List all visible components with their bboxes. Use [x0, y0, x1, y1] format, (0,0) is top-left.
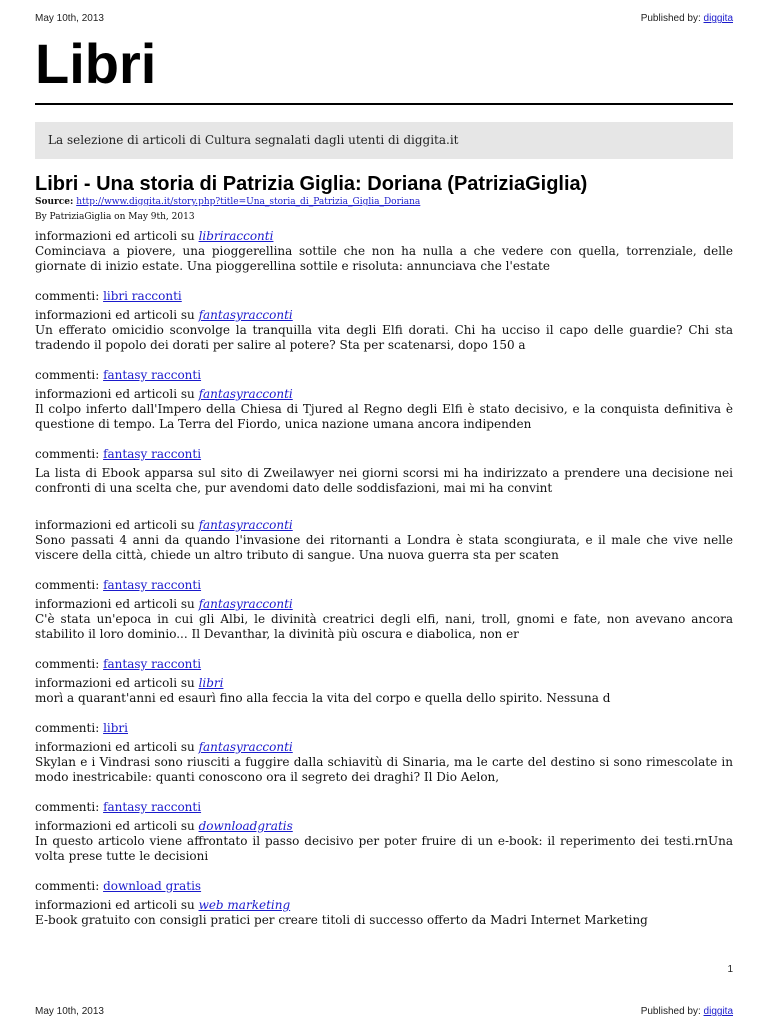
entry-comments-label: commenti: — [35, 879, 104, 893]
entry-excerpt: Sono passati 4 anni da quando l'invasione dei ritornanti a Londra è stata scongiurata, e il male che vive nelle viscere della città, chiede un altro tributo di sangue. Una nuova guerra sta per scaten — [35, 533, 733, 562]
entry-comments-link[interactable]: libri — [103, 721, 128, 735]
entry-block — [35, 229, 733, 304]
entry-tag-link[interactable]: fantasyracconti — [198, 308, 293, 322]
entry-info-line — [35, 819, 733, 834]
entry-comments-link[interactable]: download gratis — [103, 879, 202, 893]
entry-comments-label: commenti: — [35, 368, 104, 382]
page-header — [35, 13, 733, 24]
entry-info-line — [35, 308, 733, 323]
entry-excerpt: Skylan e i Vindrasi sono riusciti a fuggire dalla schiavitù di Sinaria, ma le carte del destino si sono rimescolate in modo inestricabile: quanti conoscono ora il segreto dei draghi? Il Dio Aelon, — [35, 755, 733, 784]
title-divider — [35, 103, 733, 105]
entry-comments-line — [35, 578, 733, 593]
entry-comments-link[interactable]: fantasy racconti — [103, 368, 202, 382]
entry-comments-label: commenti: — [35, 578, 104, 592]
entry-excerpt: E-book gratuito con consigli pratici per creare titoli di successo offerto da Madri Internet Marketing — [35, 913, 648, 927]
entry-info-line — [35, 898, 733, 913]
entry-tag-link[interactable]: web marketing — [198, 898, 291, 912]
entry-tag-link[interactable]: fantasyracconti — [198, 597, 293, 611]
entry-tag-link[interactable]: libriracconti — [198, 229, 274, 243]
entry-info-prefix: informazioni ed articoli su — [35, 819, 199, 833]
entry-comments-label: commenti: — [35, 289, 104, 303]
entry-comments-line — [35, 800, 733, 815]
entry-info-line — [35, 676, 733, 691]
entry-info-prefix: informazioni ed articoli su — [35, 518, 199, 532]
site-title: Libri — [35, 32, 157, 95]
entry-info-line — [35, 229, 733, 244]
entry-comments-line — [35, 879, 733, 894]
entry-block — [35, 387, 733, 462]
entry-excerpt: morì a quarant'anni ed esaurì fino alla feccia la vita del corpo e quella dello spirito. Nessuna d — [35, 691, 611, 705]
entry-excerpt: In questo articolo viene affrontato il passo decisivo per poter fruire di un e-book: il reperimento dei testi.rnUna volta prese tutte le decisioni — [35, 834, 733, 863]
entry-info-prefix: informazioni ed articoli su — [35, 308, 199, 322]
footer-publisher-link[interactable]: diggita — [703, 1006, 733, 1017]
entry-excerpt: Un efferato omicidio sconvolge la tranquilla vita degli Elfi dorati. Chi ha ucciso il capo delle guardie? Chi sta tradendo il popolo dei dorati per salire al potere? Sta per scatenarsi, dopo 150 a — [35, 323, 733, 352]
entry-comments-line — [35, 289, 733, 304]
entry-info-prefix: informazioni ed articoli su — [35, 676, 199, 690]
entry-comments-link[interactable]: fantasy racconti — [103, 578, 202, 592]
entry-tag-link[interactable]: fantasyracconti — [198, 740, 293, 754]
page-number: 1 — [727, 964, 733, 975]
article-title: Libri - Una storia di Patrizia Giglia: Doriana (PatriziaGiglia) — [35, 173, 588, 195]
page-footer — [35, 1006, 733, 1017]
entry-excerpt: Il colpo inferto dall'Impero della Chiesa di Tjured al Regno degli Elfi è stato decisivo, e la conquista definitiva è questione di tempo. La Terra del Fiordo, unica nazione umana ancora indipenden — [35, 402, 733, 431]
entry-tag-link[interactable]: libri — [198, 676, 224, 690]
entry-block — [35, 898, 733, 928]
entry-block — [35, 740, 733, 815]
source-link[interactable]: http://www.diggita.it/story.php?title=Una_storia_di_Patrizia_Giglia_Doriana — [76, 197, 421, 207]
entry-comments-line — [35, 721, 733, 736]
entry-excerpt: La lista di Ebook apparsa sul sito di Zweilawyer nei giorni scorsi mi ha indirizzato a prendere una decisione nei confronti di una scelta che, pur avendomi dato delle soddisfazioni, mai mi ha convint — [35, 466, 733, 495]
article-byline: By PatriziaGiglia on May 9th, 2013 — [35, 212, 195, 222]
entry-info-line — [35, 740, 733, 755]
header-published-by-label: Published by: — [640, 13, 701, 24]
header-publisher-link[interactable]: diggita — [703, 13, 733, 24]
entry-tag-link[interactable]: downloadgratis — [198, 819, 293, 833]
entry-block — [35, 518, 733, 593]
entry-tag-link[interactable]: fantasyracconti — [198, 387, 293, 401]
entry-comments-label: commenti: — [35, 447, 104, 461]
footer-date: May 10th, 2013 — [35, 1006, 104, 1017]
entry-info-line — [35, 597, 733, 612]
entry-block — [35, 676, 733, 736]
entry-info-prefix: informazioni ed articoli su — [35, 387, 199, 401]
entry-comments-link[interactable]: fantasy racconti — [103, 447, 202, 461]
entry-info-prefix: informazioni ed articoli su — [35, 229, 199, 243]
entry-comments-line — [35, 447, 733, 462]
entry-info-prefix: informazioni ed articoli su — [35, 597, 199, 611]
entry-info-prefix: informazioni ed articoli su — [35, 898, 199, 912]
entry-info-line — [35, 387, 733, 402]
header-date: May 10th, 2013 — [35, 13, 104, 24]
article-entries — [35, 229, 733, 928]
entry-block — [35, 597, 733, 672]
footer-published-by — [641, 1006, 733, 1017]
header-published-by — [641, 13, 733, 24]
entry-block — [35, 308, 733, 383]
article-source — [35, 196, 420, 208]
entry-comments-link[interactable]: libri racconti — [103, 289, 182, 303]
entry-comments-label: commenti: — [35, 657, 104, 671]
entry-comments-line — [35, 657, 733, 672]
entry-tag-link[interactable]: fantasyracconti — [198, 518, 293, 532]
entry-comments-label: commenti: — [35, 721, 104, 735]
entry-info-line — [35, 518, 733, 533]
entry-block — [35, 819, 733, 894]
entry-comments-link[interactable]: fantasy racconti — [103, 800, 202, 814]
entry-comments-label: commenti: — [35, 800, 104, 814]
source-label: Source: — [35, 197, 74, 207]
tagline-box: La selezione di articoli di Cultura segnalati dagli utenti di diggita.it — [35, 122, 733, 159]
entry-info-prefix: informazioni ed articoli su — [35, 740, 199, 754]
entry-comments-link[interactable]: fantasy racconti — [103, 657, 202, 671]
footer-published-by-label: Published by: — [640, 1006, 701, 1017]
entry-block — [35, 466, 733, 496]
entry-excerpt: Cominciava a piovere, una pioggerellina sottile che non ha nulla a che vedere con quella, torrenziale, delle giornate di inizio estate. Una pioggerellina sottile e risoluta: annunciava che l'estate — [35, 244, 733, 273]
entry-comments-line — [35, 368, 733, 383]
entry-excerpt: C'è stata un'epoca in cui gli Albi, le divinità creatrici degli elfi, nani, troll, gnomi e fate, non avevano ancora stabilito il loro dominio... Il Devanthar, la divinità più oscura e diabolica, non er — [35, 612, 733, 641]
